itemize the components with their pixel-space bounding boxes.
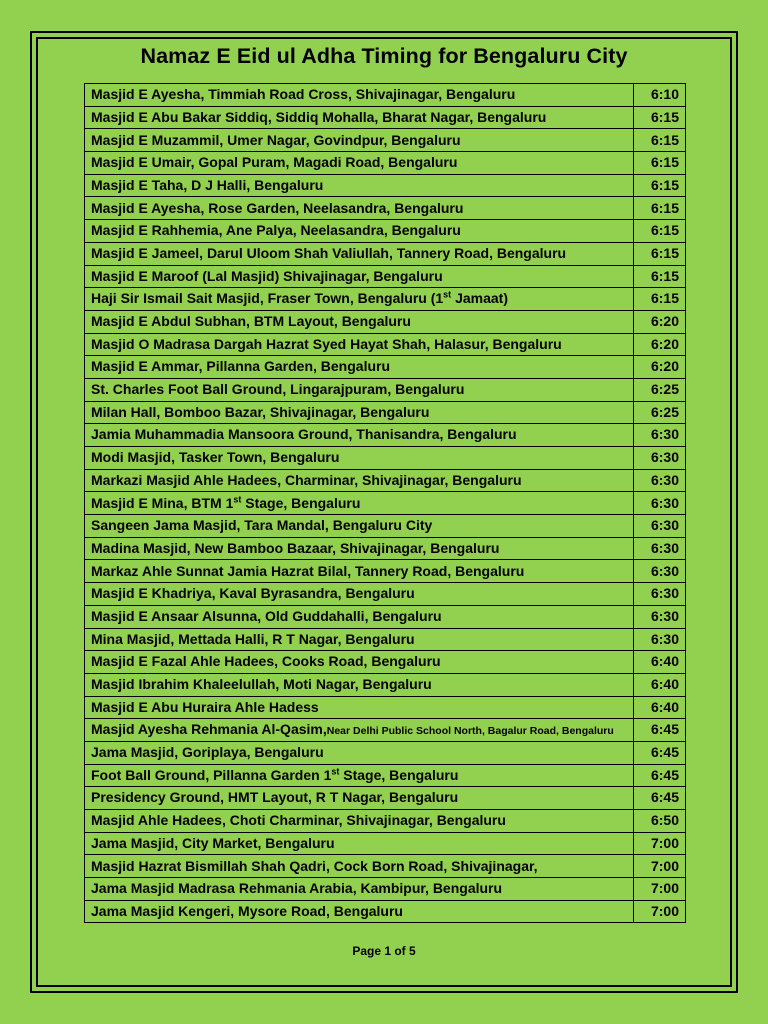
- time-cell: 6:15: [633, 174, 685, 197]
- table-row: [85, 832, 686, 855]
- venue-name: Masjid E Umair, Gopal Puram, Magadi Road, Bengaluru: [91, 154, 458, 171]
- venue-cell: [85, 469, 634, 492]
- time-cell: 7:00: [633, 878, 685, 901]
- venue-name: Jama Masjid Madrasa Rehmania Arabia, Kambipur, Bengaluru: [91, 880, 503, 897]
- time-cell: 6:10: [633, 84, 685, 107]
- venue-cell: [85, 152, 634, 175]
- venue-name: Mina Masjid, Mettada Halli, R T Nagar, Bengaluru: [91, 630, 415, 647]
- table-row: [85, 605, 686, 628]
- ordinal-suffix: st: [443, 289, 452, 300]
- time-cell: 6:30: [633, 492, 685, 515]
- venue-name: Masjid E Ammar, Pillanna Garden, Bengaluru: [91, 358, 391, 375]
- venue-cell: [85, 583, 634, 606]
- time-cell: 6:45: [633, 787, 685, 810]
- venue-name: Masjid Ahle Hadees, Choti Charminar, Shivajinagar, Bengaluru: [91, 812, 506, 829]
- venue-name: Jama Masjid, City Market, Bengaluru: [91, 834, 335, 851]
- time-cell: 6:25: [633, 378, 685, 401]
- venue-cell: [85, 651, 634, 674]
- venue-cell: [85, 106, 634, 129]
- venue-cell: [85, 174, 634, 197]
- venue-cell: [85, 810, 634, 833]
- venue-cell: [85, 378, 634, 401]
- table-row: [85, 106, 686, 129]
- venue-name-continued: Stage, Bengaluru: [339, 766, 459, 783]
- venue-cell: [85, 741, 634, 764]
- venue-name: Jamia Muhammadia Mansoora Ground, Thanisandra, Bengaluru: [91, 426, 517, 443]
- time-cell: 6:15: [633, 288, 685, 311]
- table-row: [85, 242, 686, 265]
- table-row: [85, 401, 686, 424]
- time-cell: 6:45: [633, 719, 685, 742]
- time-cell: 7:00: [633, 832, 685, 855]
- venue-name: Sangeen Jama Masjid, Tara Mandal, Bengaluru City: [91, 517, 433, 534]
- venue-cell: [85, 220, 634, 243]
- table-row: [85, 537, 686, 560]
- time-cell: 6:45: [633, 764, 685, 787]
- venue-cell: [85, 333, 634, 356]
- time-cell: 6:15: [633, 265, 685, 288]
- venue-name: Masjid E Ayesha, Rose Garden, Neelasandra, Bengaluru: [91, 199, 464, 216]
- table-row: [85, 220, 686, 243]
- time-cell: 6:30: [633, 424, 685, 447]
- venue-name: Masjid E Ayesha, Timmiah Road Cross, Shivajinagar, Bengaluru: [91, 86, 516, 103]
- venue-name-continued: Stage, Bengaluru: [241, 494, 361, 511]
- time-cell: 6:50: [633, 810, 685, 833]
- time-cell: 6:45: [633, 741, 685, 764]
- table-row: [85, 333, 686, 356]
- time-cell: 6:40: [633, 696, 685, 719]
- table-row: [85, 84, 686, 107]
- venue-name: Milan Hall, Bomboo Bazar, Shivajinagar, Bengaluru: [91, 403, 430, 420]
- time-cell: 6:30: [633, 469, 685, 492]
- time-cell: 6:15: [633, 242, 685, 265]
- venue-name: Jama Masjid, Goriplaya, Bengaluru: [91, 744, 324, 761]
- time-cell: 6:15: [633, 197, 685, 220]
- venue-name: Masjid E Khadriya, Kaval Byrasandra, Bengaluru: [91, 585, 415, 602]
- venue-cell: [85, 537, 634, 560]
- table-row: [85, 628, 686, 651]
- venue-cell: [85, 832, 634, 855]
- table-row: [85, 469, 686, 492]
- table-row: [85, 787, 686, 810]
- venue-cell: [85, 515, 634, 538]
- table-row: [85, 174, 686, 197]
- time-cell: 6:15: [633, 106, 685, 129]
- venue-cell: [85, 424, 634, 447]
- venue-cell: [85, 447, 634, 470]
- venue-cell: [85, 628, 634, 651]
- ordinal-suffix: st: [233, 493, 242, 504]
- table-row: [85, 288, 686, 311]
- time-cell: 6:15: [633, 152, 685, 175]
- venue-name: Haji Sir Ismail Sait Masjid, Fraser Town, Bengaluru (1: [91, 290, 444, 307]
- table-row: [85, 129, 686, 152]
- venue-cell: [85, 719, 634, 742]
- venue-cell: [85, 84, 634, 107]
- ordinal-suffix: st: [331, 766, 340, 777]
- venue-name: Markazi Masjid Ahle Hadees, Charminar, Shivajinagar, Bengaluru: [91, 471, 522, 488]
- venue-name: St. Charles Foot Ball Ground, Lingarajpuram, Bengaluru: [91, 381, 465, 398]
- time-cell: 6:40: [633, 673, 685, 696]
- venue-cell: [85, 492, 634, 515]
- table-row: [85, 696, 686, 719]
- venue-name: Markaz Ahle Sunnat Jamia Hazrat Bilal, Tannery Road, Bengaluru: [91, 562, 525, 579]
- table-row: [85, 764, 686, 787]
- time-cell: 6:30: [633, 605, 685, 628]
- venue-cell: [85, 401, 634, 424]
- table-row: [85, 900, 686, 923]
- venue-name: Masjid E Abu Bakar Siddiq, Siddiq Mohalla, Bharat Nagar, Bengaluru: [91, 108, 547, 125]
- table-row: [85, 560, 686, 583]
- venue-name: Masjid Hazrat Bismillah Shah Qadri, Cock Born Road, Shivajinagar,: [91, 857, 538, 874]
- venue-name: Masjid E Rahhemia, Ane Palya, Neelasandra, Bengaluru: [91, 222, 461, 239]
- page-number: Page 1 of 5: [352, 944, 416, 958]
- venue-name: Jama Masjid Kengeri, Mysore Road, Bengaluru: [91, 902, 403, 919]
- table-row: [85, 855, 686, 878]
- venue-cell: [85, 242, 634, 265]
- table-row: [85, 492, 686, 515]
- venue-name: Presidency Ground, HMT Layout, R T Nagar, Bengaluru: [91, 789, 459, 806]
- timings-table: [84, 83, 686, 923]
- time-cell: 6:30: [633, 515, 685, 538]
- table-row: [85, 424, 686, 447]
- venue-name: Modi Masjid, Tasker Town, Bengaluru: [91, 449, 340, 466]
- venue-name: Masjid E Jameel, Darul Uloom Shah Valiullah, Tannery Road, Bengaluru: [91, 244, 567, 261]
- table-row: [85, 265, 686, 288]
- venue-cell: [85, 197, 634, 220]
- time-cell: 7:00: [633, 855, 685, 878]
- table-row: [85, 378, 686, 401]
- table-row: [85, 515, 686, 538]
- venue-cell: [85, 764, 634, 787]
- venue-name: Masjid Ayesha Rehmania Al-Qasim,: [91, 721, 327, 738]
- page-title: Namaz E Eid ul Adha Timing for Bengaluru City: [140, 44, 628, 68]
- time-cell: 6:30: [633, 560, 685, 583]
- table-row: [85, 719, 686, 742]
- table-row: [85, 310, 686, 333]
- table-row: [85, 741, 686, 764]
- table-row: [85, 810, 686, 833]
- table-row: [85, 651, 686, 674]
- venue-name: Masjid E Mina, BTM 1: [91, 494, 234, 511]
- venue-name: Masjid O Madrasa Dargah Hazrat Syed Hayat Shah, Halasur, Bengaluru: [91, 335, 562, 352]
- table-row: [85, 197, 686, 220]
- venue-name: Masjid E Taha, D J Halli, Bengaluru: [91, 176, 324, 193]
- venue-cell: [85, 900, 634, 923]
- venue-cell: [85, 310, 634, 333]
- table-row: [85, 673, 686, 696]
- time-cell: 6:30: [633, 583, 685, 606]
- time-cell: 6:20: [633, 310, 685, 333]
- table-row: [85, 152, 686, 175]
- time-cell: 7:00: [633, 900, 685, 923]
- venue-name: Masjid E Fazal Ahle Hadees, Cooks Road, Bengaluru: [91, 653, 441, 670]
- venue-cell: [85, 878, 634, 901]
- venue-address-note: Near Delhi Public School North, Bagalur Road, Bengaluru: [326, 725, 614, 738]
- venue-name: Foot Ball Ground, Pillanna Garden 1: [91, 766, 332, 783]
- venue-cell: [85, 787, 634, 810]
- time-cell: 6:30: [633, 537, 685, 560]
- time-cell: 6:40: [633, 651, 685, 674]
- table-row: [85, 583, 686, 606]
- venue-cell: [85, 288, 634, 311]
- venue-cell: [85, 696, 634, 719]
- time-cell: 6:15: [633, 220, 685, 243]
- venue-name-continued: Jamaat): [451, 290, 508, 307]
- time-cell: 6:20: [633, 356, 685, 379]
- venue-name: Masjid E Muzammil, Umer Nagar, Govindpur, Bengaluru: [91, 131, 461, 148]
- venue-name: Masjid Ibrahim Khaleelullah, Moti Nagar, Bengaluru: [91, 676, 432, 693]
- table-row: [85, 878, 686, 901]
- time-cell: 6:20: [633, 333, 685, 356]
- venue-name: Masjid E Ansaar Alsunna, Old Guddahalli, Bengaluru: [91, 607, 442, 624]
- table-row: [85, 447, 686, 470]
- table-row: [85, 356, 686, 379]
- venue-cell: [85, 560, 634, 583]
- venue-cell: [85, 265, 634, 288]
- venue-cell: [85, 129, 634, 152]
- venue-cell: [85, 605, 634, 628]
- venue-cell: [85, 855, 634, 878]
- venue-cell: [85, 673, 634, 696]
- venue-name: Masjid E Abdul Subhan, BTM Layout, Bengaluru: [91, 313, 411, 330]
- time-cell: 6:15: [633, 129, 685, 152]
- time-cell: 6:25: [633, 401, 685, 424]
- venue-name: Madina Masjid, New Bamboo Bazaar, Shivajinagar, Bengaluru: [91, 539, 500, 556]
- time-cell: 6:30: [633, 447, 685, 470]
- venue-cell: [85, 356, 634, 379]
- venue-name: Masjid E Abu Huraira Ahle Hadess: [91, 698, 319, 715]
- time-cell: 6:30: [633, 628, 685, 651]
- venue-name: Masjid E Maroof (Lal Masjid) Shivajinagar, Bengaluru: [91, 267, 443, 284]
